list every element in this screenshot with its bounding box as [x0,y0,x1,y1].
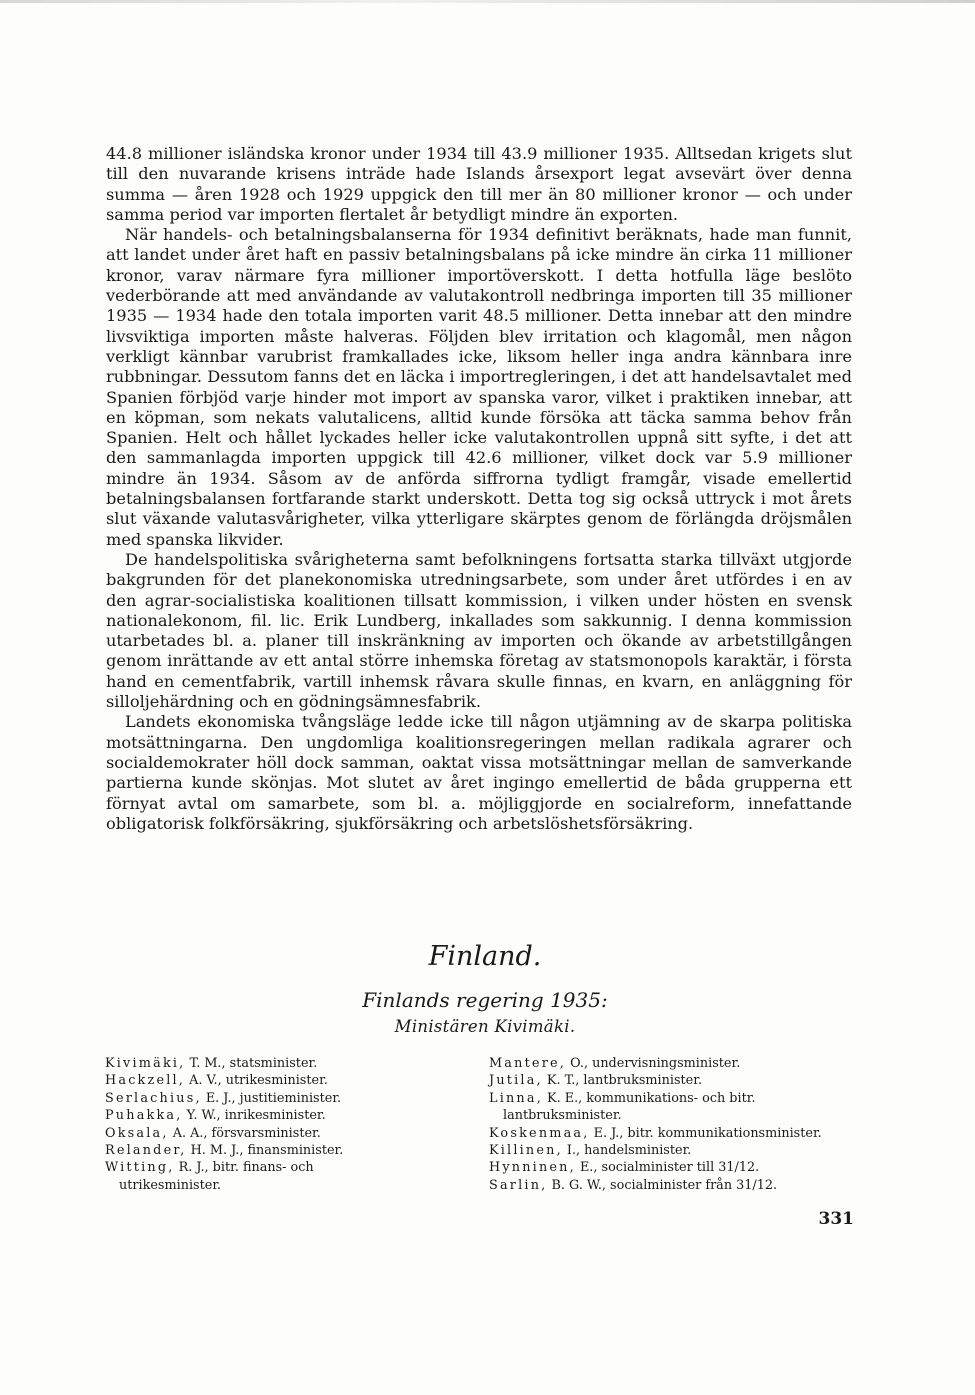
minister-entry [489,1072,859,1089]
minister-entry [105,1055,405,1072]
minister-name: Sarlin, [489,1177,548,1193]
minister-name: Relander, [105,1143,187,1159]
minister-entry [489,1177,859,1194]
minister-detail: A. A., försvarsminister. [168,1125,321,1141]
minister-name: Hackzell, [105,1073,186,1089]
paragraph: 44.8 millioner isländska kronor under 1934 till 43.9 millioner 1935. Alltsedan krigets slut till den nuvarande krisens inträde hade Islands årsexport legat avsevärt över denna summa — åren 1928 och 1929 uppgick den till mer än 80 millioner kronor — och under samma period var importen flertalet år betydligt mindre än exporten. [106,144,852,224]
minister-entry [105,1142,405,1159]
minister-detail: A. V., utrikesminister. [185,1073,328,1089]
minister-name: Killinen, [489,1143,563,1159]
minister-entry [105,1072,405,1089]
minister-entry [489,1125,859,1142]
minister-detail: H. M. J., finansminister. [186,1143,344,1159]
minister-entry [105,1125,405,1142]
minister-entry [105,1159,405,1194]
minister-name: Mantere, [489,1056,567,1071]
minister-entry [489,1159,859,1176]
page-edge-rule [0,0,975,3]
paragraph: När handels- och betalningsbalanserna för 1934 definitivt beräknats, hade man funnit, att landet under året haft en passiv betalningsbalans på icke mindre än cirka 11 millioner kronor, varav närmare fyra millioner importöverskott. I detta hotfulla läge beslöto vederbörande att med användande av valutakontroll nedbringa importen till 35 millioner 1935 — 1934 hade den totala importen varit 48.5 millioner. Detta innebar att den mindre livsviktiga importen måste halveras. Följden blev irritation och klagomål, men någon verkligt kännbar varubrist framkallades icke, liksom heller inga andra kännbara inre rubbningar. Dessutom fanns det en läcka i importregleringen, i det att handelsavtalet med Spanien förbjöd varje hinder mot import av spanska varor, vilket i praktiken innebar, att en köpman, som nekats valutalicens, alltid kunde försöka att täcka samma behov från Spanien. Helt och hållet lyckades heller icke valutakontrollen uppnå sitt syfte, i det att den sammanlagda importen uppgick till 42.6 millioner, vilket dock var 5.9 millioner mindre än 1934. Såsom av de anförda siffrorna tydligt framgår, visade emellertid betalningsbalansen fortfarande starkt underskott. Detta tog sig också uttryck i mot årets slut växande valutasvårigheter, vilka ytterligare skärptes genom de förlängda dröjsmålen med spanska likvider. [106,225,852,549]
minister-name: Jutila, [489,1073,543,1089]
minister-name: Koskenmaa, [489,1125,590,1141]
body-text [106,144,852,834]
minister-name: Hynninen, [489,1160,576,1176]
minister-detail: E., socialminister till 31/12. [575,1160,760,1176]
minister-name: Linna, [489,1090,543,1106]
minister-list-right [489,1055,859,1194]
minister-detail: E. J., bitr. kommunikationsminister. [589,1125,822,1141]
minister-entry [489,1090,859,1125]
minister-detail: K. T., lantbruksminister. [542,1073,703,1089]
minister-name: Oksala, [105,1125,169,1141]
minister-detail: R. J., bitr. finans- och utrikesminister. [119,1160,314,1193]
section-heading: Finland. [428,941,542,972]
minister-detail: K. E., kommunikations- och bitr. lantbruksminister. [503,1090,756,1124]
minister-entry [105,1090,405,1107]
minister-list-left [105,1055,405,1194]
ministry-heading: Ministären Kivimäki. [394,1017,576,1036]
minister-name: Serlachius, [105,1090,202,1106]
minister-detail: T. M., statsminister. [185,1056,318,1071]
page-number: 331 [818,1209,854,1229]
minister-entry [489,1142,859,1159]
minister-detail: I., handelsminister. [562,1143,692,1159]
minister-detail: O., undervisningsminister. [566,1056,741,1071]
minister-detail: B. G. W., socialminister från 31/12. [547,1177,778,1193]
minister-detail: E. J., justitieminister. [201,1090,342,1106]
minister-detail: Y. W., inrikesminister. [182,1108,326,1124]
minister-name: Puhakka, [105,1108,183,1124]
paragraph: Landets ekonomiska tvångsläge ledde icke till någon utjämning av de skarpa politiska motsättningarna. Den ungdomliga koalitionsregeringen mellan radikala agrarer och socialdemokrater höll dock samman, oaktat vissa motsättningar mellan de samverkande partierna kunde skönjas. Mot slutet av året ingingo emellertid de båda grupperna ett förnyat avtal om samarbete, som bl. a. möjliggjorde en socialreform, innefattande obligatorisk folkförsäkring, sjukförsäkring och arbetslöshetsförsäkring. [106,712,852,833]
minister-name: Witting, [105,1160,175,1176]
minister-entry [489,1055,859,1072]
minister-entry [105,1107,405,1124]
paragraph: De handelspolitiska svårigheterna samt befolkningens fortsatta starka tillväxt utgjorde bakgrunden för det planekonomiska utredningsarbete, som under året utfördes i en av den agrar-socialistiska koalitionen tillsatt kommission, i vilken under hösten en svensk nationalekonom, fil. lic. Erik Lundberg, inkallades som sakkunnig. I denna kommission utarbetades bl. a. planer till inskränkning av importen och ökande av arbetstillgången genom inrättande av ett antal större inhemska företag av statsmonopols karaktär, i första hand en cementfabrik, vartill inhemsk råvara skulle finnas, en kvarn, en anläggning för silloljehärdning och en gödningsämnesfabrik. [106,549,852,712]
minister-name: Kivimäki, [105,1056,186,1071]
government-heading: Finlands regering 1935: [362,988,608,1012]
